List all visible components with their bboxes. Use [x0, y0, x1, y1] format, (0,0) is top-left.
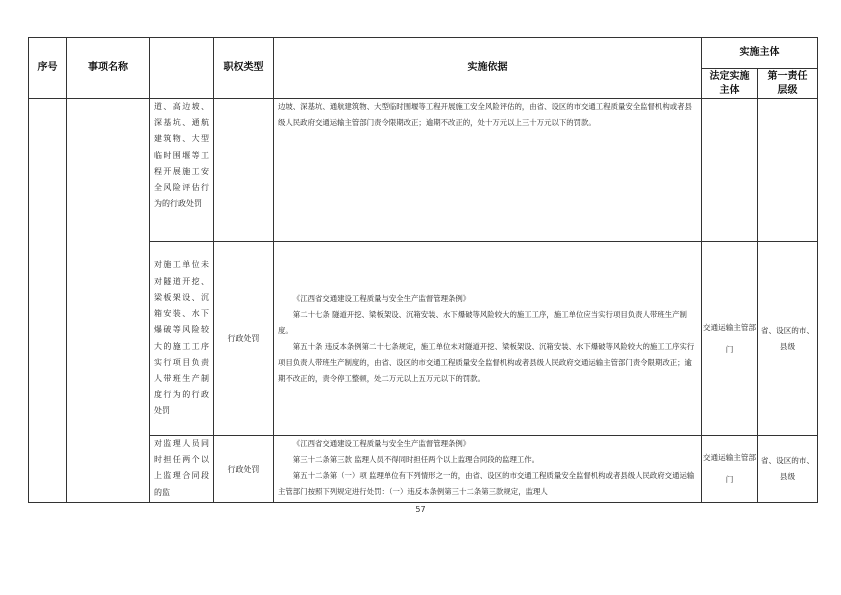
matter-name: 对监理人员同时担任两个以上监理合同段的监 [150, 436, 214, 503]
authority-type [214, 99, 274, 242]
header-name: 事项名称 [67, 38, 150, 99]
legal-subject [702, 99, 758, 242]
matter-name: 对施工单位未对隧道开挖、梁板架设、沉箱安装、水下爆破等风险较大的施工工序实行项目负责人带班生产制度行为的行政处罚 [150, 242, 214, 436]
basis-regulation-title: 《江西省交通建设工程质量与安全生产监督管理条例》 [292, 439, 471, 448]
authority-type: 行政处罚 [214, 242, 274, 436]
header-legal-subject: 法定实施主体 [702, 69, 758, 99]
header-basis: 实施依据 [274, 38, 702, 99]
responsible-level: 省、设区的市、县级 [758, 436, 818, 503]
header-subject: 实施主体 [702, 38, 818, 69]
basis-article: 第三十二条第三款 监理人员不得同时担任两个以上监理合同段的监理工作。 [292, 455, 540, 464]
matters-table [28, 37, 818, 503]
responsible-level [758, 99, 818, 242]
header-seq: 序号 [29, 38, 67, 99]
row-seq-cell [29, 99, 67, 503]
page-number: 57 [415, 505, 426, 514]
basis-regulation-title: 《江西省交通建设工程质量与安全生产监督管理条例》 [292, 293, 471, 303]
authority-type: 行政处罚 [214, 436, 274, 503]
basis-paragraph: 边坡、深基坑、通航建筑物、大型临时围堰等工程开展施工安全风险评估的，由省、设区的市交通工程质量安全监督机构或者县级人民政府交通运输主管部门责令限期改正；逾期不改正的，处十万元以上三十万元以下的罚款。 [278, 102, 692, 127]
implementation-basis [274, 242, 702, 436]
basis-article: 第五十条 违反本条例第二十七条规定，施工单位未对隧道开挖、梁板架设、沉箱安装、水下爆破等风险较大的施工工序实行项目负责人带班生产制度的，由省、设区的市交通工程质量安全监督机构或者县级人民政府交通运输主管部门责令限期改正；逾期不改正的，责令停工整顿，处二万元以上五万元以下的罚款。 [278, 341, 695, 383]
matter-name: 道、高边坡、深基坑、通航建筑物、大型临时围堰等工程开展施工安全风险评估行为的行政处罚 [150, 99, 214, 242]
row-name-col-cell [67, 99, 150, 503]
header-responsible-level: 第一责任层级 [758, 69, 818, 99]
implementation-basis [274, 99, 702, 242]
basis-article: 第二十七条 隧道开挖、梁板架设、沉箱安装、水下爆破等风险较大的施工工序，施工单位应当实行项目负责人带班生产制度。 [278, 309, 687, 335]
header-name-blank [150, 38, 214, 99]
legal-subject: 交通运输主管部门 [702, 242, 758, 436]
table-row [29, 99, 818, 242]
basis-article: 第五十二条第（一）项 监理单位有下列情形之一的，由省、设区的市交通工程质量安全监督机构或者县级人民政府交通运输主管部门按照下列规定进行处罚：（一）违反本条例第三十二条第三款规定，监理人 [278, 471, 695, 496]
header-authority-type: 职权类型 [214, 38, 274, 99]
header-row-1 [29, 38, 818, 69]
responsible-level: 省、设区的市、县级 [758, 242, 818, 436]
implementation-basis [274, 436, 702, 503]
legal-subject: 交通运输主管部门 [702, 436, 758, 503]
